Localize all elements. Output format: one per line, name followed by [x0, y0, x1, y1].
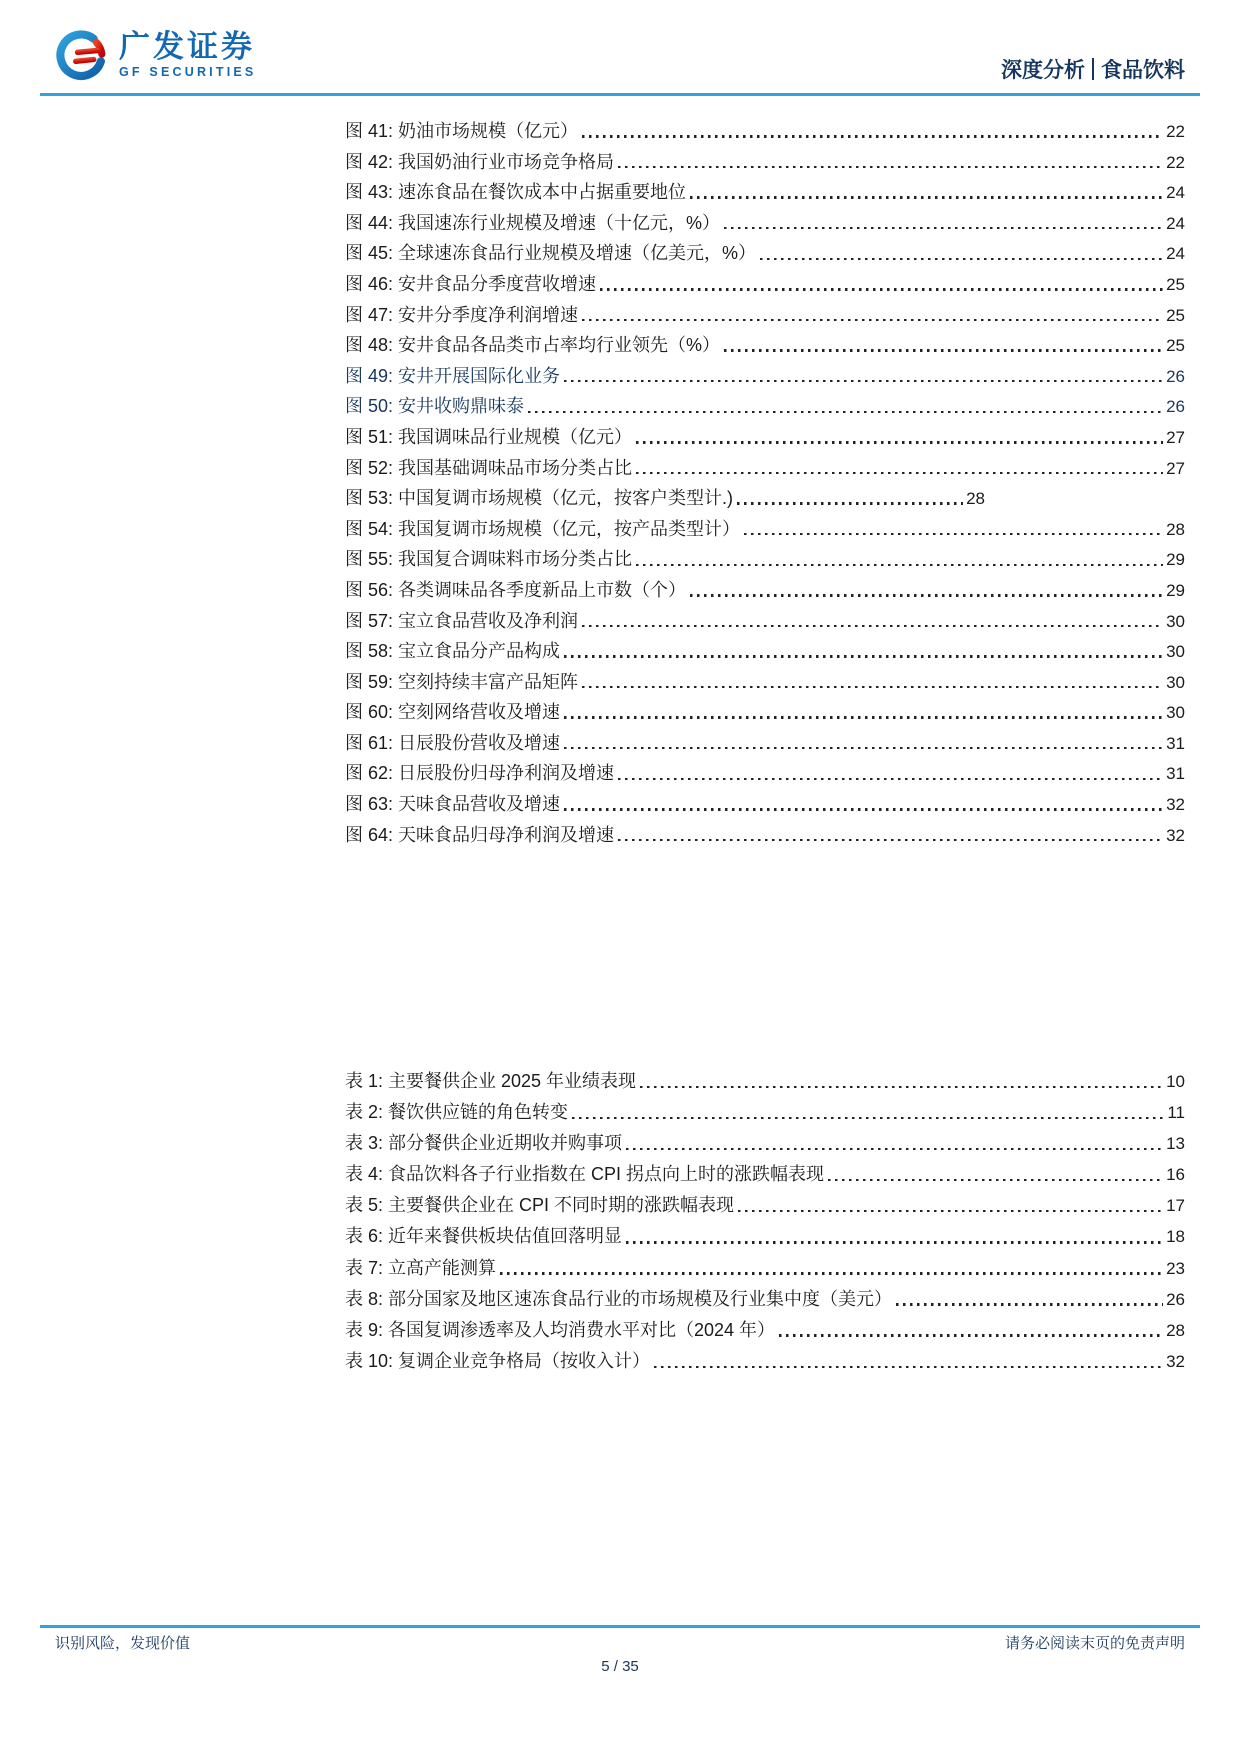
toc-dot-leader — [734, 1190, 1166, 1221]
toc-dot-leader — [622, 1128, 1166, 1159]
toc-page-number: 25 — [1166, 336, 1185, 356]
toc-dot-leader — [578, 606, 1166, 637]
toc-dot-leader — [775, 1315, 1166, 1346]
toc-table-row[interactable] — [345, 1159, 1185, 1190]
toc-page-number: 24 — [1166, 183, 1185, 203]
toc-table-row[interactable] — [345, 1315, 1185, 1346]
gf-logo-icon — [55, 28, 109, 82]
toc-entry-label: 图 45: 全球速冻食品行业规模及增速（亿美元，%） — [345, 243, 757, 264]
toc-entry-label: 图 57: 宝立食品营收及净利润 — [345, 610, 579, 631]
toc-dot-leader — [686, 575, 1166, 606]
toc-table-row[interactable] — [345, 1128, 1185, 1159]
toc-dot-leader — [636, 1066, 1166, 1097]
toc-page-number: 27 — [1166, 458, 1185, 478]
toc-page-number: 30 — [1166, 642, 1185, 662]
toc-page-number: 22 — [1166, 122, 1185, 141]
toc-entry-label: 图 52: 我国基础调味品市场分类占比 — [345, 457, 633, 478]
toc-dot-leader — [632, 422, 1166, 453]
report-type-label: 深度分析 — [1001, 59, 1085, 82]
toc-entry-label: 表 6: 近年来餐供板块估值回落明显 — [345, 1226, 623, 1247]
toc-figure-row[interactable] — [345, 636, 1185, 667]
toc-dot-leader — [578, 300, 1166, 331]
toc-page-number: 29 — [1166, 580, 1185, 600]
toc-page-number: 32 — [1166, 1351, 1185, 1371]
toc-figure-row[interactable] — [345, 789, 1185, 820]
toc-page-number: 11 — [1167, 1103, 1185, 1123]
toc-table-row[interactable] — [345, 1190, 1185, 1221]
toc-page-number: 31 — [1166, 764, 1185, 784]
toc-entry-label: 图 58: 宝立食品分产品构成 — [345, 641, 561, 662]
toc-page-number: 16 — [1166, 1165, 1185, 1185]
tables-list — [345, 1066, 1185, 1377]
toc-table-row[interactable] — [345, 1284, 1185, 1315]
toc-entry-label: 图 63: 天味食品营收及增速 — [345, 794, 561, 815]
toc-dot-leader — [560, 728, 1166, 759]
page-indicator: 5 / 35 — [601, 1658, 639, 1675]
toc-page-number: 23 — [1166, 1258, 1185, 1278]
toc-entry-label: 图 51: 我国调味品行业规模（亿元） — [345, 426, 633, 447]
toc-page-number: 28 — [1166, 1320, 1185, 1340]
toc-entry-label: 表 5: 主要餐供企业在 CPI 不同时期的涨跌幅表现 — [345, 1195, 735, 1216]
toc-dot-leader — [560, 636, 1166, 667]
footer-rule — [40, 1625, 1200, 1628]
toc-dot-leader — [632, 544, 1166, 575]
toc-entry-label: 图 48: 安井食品各品类市占率均行业领先（%） — [345, 335, 721, 356]
toc-entry-label: 图 60: 空刻网络营收及增速 — [345, 702, 561, 723]
toc-entry-label: 表 4: 食品饮料各子行业指数在 CPI 拐点向上时的涨跌幅表现 — [345, 1164, 825, 1185]
toc-dot-leader — [614, 820, 1166, 851]
industry-label: 食品饮料 — [1101, 59, 1185, 82]
toc-entry-label: 图 44: 我国速冻行业规模及增速（十亿元，%） — [345, 212, 721, 233]
toc-figure-row[interactable] — [345, 728, 1185, 759]
toc-dot-leader — [720, 330, 1166, 361]
toc-dot-leader — [560, 697, 1166, 728]
toc-table-row[interactable] — [345, 1097, 1185, 1128]
toc-figure-row[interactable] — [345, 697, 1185, 728]
toc-entry-label: 表 1: 主要餐供企业 2025 年业绩表现 — [345, 1071, 637, 1091]
toc-page-number: 28 — [966, 489, 985, 509]
toc-dot-leader — [578, 667, 1166, 698]
toc-table-row[interactable] — [345, 1253, 1185, 1284]
toc-entry-label: 表 7: 立高产能测算 — [345, 1257, 497, 1278]
toc-entry-label: 表 2: 餐饮供应链的角色转变 — [345, 1102, 569, 1123]
toc-page-number: 28 — [1166, 519, 1185, 539]
toc-entry-label: 图 59: 空刻持续丰富产品矩阵 — [345, 671, 579, 692]
toc-dot-leader — [720, 208, 1166, 239]
toc-figure-row[interactable] — [345, 422, 1185, 453]
toc-entry-label: 表 8: 部分国家及地区速冻食品行业的市场规模及行业集中度（美元） — [345, 1288, 893, 1309]
toc-page-number: 13 — [1166, 1134, 1185, 1154]
report-header — [1001, 54, 1185, 84]
toc-figure-row[interactable] — [345, 575, 1185, 606]
toc-page-number: 22 — [1166, 152, 1185, 172]
toc-page-number: 18 — [1166, 1227, 1185, 1247]
toc-figure-row[interactable] — [345, 269, 1185, 300]
toc-dot-leader — [756, 238, 1166, 269]
toc-entry-label: 表 10: 复调企业竞争格局（按收入计） — [345, 1350, 651, 1371]
toc-page-number: 32 — [1166, 825, 1185, 845]
toc-page-number: 32 — [1166, 795, 1185, 815]
toc-figure-row[interactable] — [345, 758, 1185, 789]
toc-entry-label: 图 64: 天味食品归母净利润及增速 — [345, 824, 615, 845]
toc-dot-leader — [733, 483, 966, 514]
toc-page-number: 27 — [1166, 427, 1185, 447]
header-rule — [40, 93, 1200, 96]
toc-dot-leader — [740, 514, 1166, 545]
toc-entry-label: 图 54: 我国复调市场规模（亿元，按产品类型计） — [345, 518, 741, 539]
toc-dot-leader — [622, 1221, 1166, 1252]
toc-dot-leader — [686, 177, 1166, 208]
toc-entry-label: 图 43: 速冻食品在餐饮成本中占据重要地位 — [345, 182, 687, 203]
toc-figure-row[interactable] — [345, 208, 1185, 239]
footer-left-slogan: 识别风险，发现价值 — [55, 1635, 191, 1652]
toc-page-number: 24 — [1166, 213, 1185, 233]
toc-page-number: 17 — [1166, 1196, 1185, 1216]
toc-figure-row[interactable] — [345, 667, 1185, 698]
toc-figure-row[interactable] — [345, 177, 1185, 208]
toc-table-row[interactable] — [345, 1346, 1185, 1377]
toc-dot-leader — [632, 453, 1166, 484]
toc-entry-label: 图 47: 安井分季度净利润增速 — [345, 304, 579, 325]
toc-entry-label: 图 41: 奶油市场规模（亿元） — [345, 121, 579, 141]
toc-figure-row[interactable] — [345, 820, 1185, 851]
footer-disclaimer: 请务必阅读末页的免责声明 — [1004, 1635, 1185, 1652]
toc-entry-label: 图 42: 我国奶油行业市场竞争格局 — [345, 151, 615, 172]
toc-figure-row[interactable] — [345, 330, 1185, 361]
toc-dot-leader — [496, 1253, 1166, 1284]
logo-en-text: GF SECURITIES — [119, 65, 257, 80]
toc-figure-row[interactable] — [345, 300, 1185, 331]
toc-figure-row[interactable] — [345, 238, 1185, 269]
toc-figure-row[interactable] — [345, 147, 1185, 178]
toc-page-number: 26 — [1166, 397, 1185, 417]
toc-figure-row[interactable] — [345, 514, 1185, 545]
toc-entry-label: 图 53: 中国复调市场规模（亿元，按客户类型计.) — [345, 488, 734, 509]
toc-page-number: 10 — [1166, 1072, 1185, 1091]
figures-list — [345, 116, 1185, 850]
toc-figure-row[interactable] — [345, 453, 1185, 484]
toc-figure-row[interactable] — [345, 361, 1185, 392]
toc-dot-leader — [650, 1346, 1166, 1377]
toc-dot-leader — [614, 758, 1166, 789]
toc-page-number: 25 — [1166, 305, 1185, 325]
toc-entry-label: 图 49: 安井开展国际化业务 — [345, 365, 561, 386]
toc-dot-leader — [560, 361, 1166, 392]
toc-entry-label: 图 61: 日辰股份营收及增速 — [345, 732, 561, 753]
toc-figure-row[interactable] — [345, 116, 1185, 147]
toc-page-number: 31 — [1166, 733, 1185, 753]
toc-page-number: 24 — [1166, 244, 1185, 264]
toc-dot-leader — [524, 391, 1166, 422]
toc-entry-label: 图 62: 日辰股份归母净利润及增速 — [345, 763, 615, 784]
toc-page-number: 29 — [1166, 550, 1185, 570]
toc-dot-leader — [614, 147, 1166, 178]
toc-dot-leader — [596, 269, 1166, 300]
toc-figure-row[interactable] — [345, 544, 1185, 575]
toc-entry-label: 图 46: 安井食品分季度营收增速 — [345, 273, 597, 294]
toc-dot-leader — [892, 1284, 1166, 1315]
toc-dot-leader — [568, 1097, 1167, 1128]
toc-page-number: 30 — [1166, 703, 1185, 723]
toc-figure-row[interactable] — [345, 483, 1185, 514]
toc-page-number: 26 — [1166, 366, 1185, 386]
toc-figure-row[interactable] — [345, 391, 1185, 422]
toc-dot-leader — [824, 1159, 1166, 1190]
toc-dot-leader — [578, 116, 1166, 147]
toc-page-number: 26 — [1166, 1289, 1185, 1309]
toc-entry-label: 图 55: 我国复合调味料市场分类占比 — [345, 549, 633, 570]
header-divider — [1092, 58, 1094, 80]
toc-page-number: 30 — [1166, 672, 1185, 692]
header-logo — [55, 28, 256, 82]
toc-table-row[interactable] — [345, 1066, 1185, 1097]
logo-cn-text: 广发证券 — [119, 29, 255, 65]
toc-page-number: 25 — [1166, 274, 1185, 294]
toc-figure-row[interactable] — [345, 606, 1185, 637]
toc-page-number: 30 — [1166, 611, 1185, 631]
toc-entry-label: 图 56: 各类调味品各季度新品上市数（个） — [345, 579, 687, 600]
toc-entry-label: 图 50: 安井收购鼎味泰 — [345, 396, 525, 417]
toc-entry-label: 表 9: 各国复调渗透率及人均消费水平对比（2024 年） — [345, 1319, 776, 1340]
toc-table-row[interactable] — [345, 1221, 1185, 1252]
toc-dot-leader — [560, 789, 1166, 820]
toc-entry-label: 表 3: 部分餐供企业近期收并购事项 — [345, 1133, 623, 1154]
